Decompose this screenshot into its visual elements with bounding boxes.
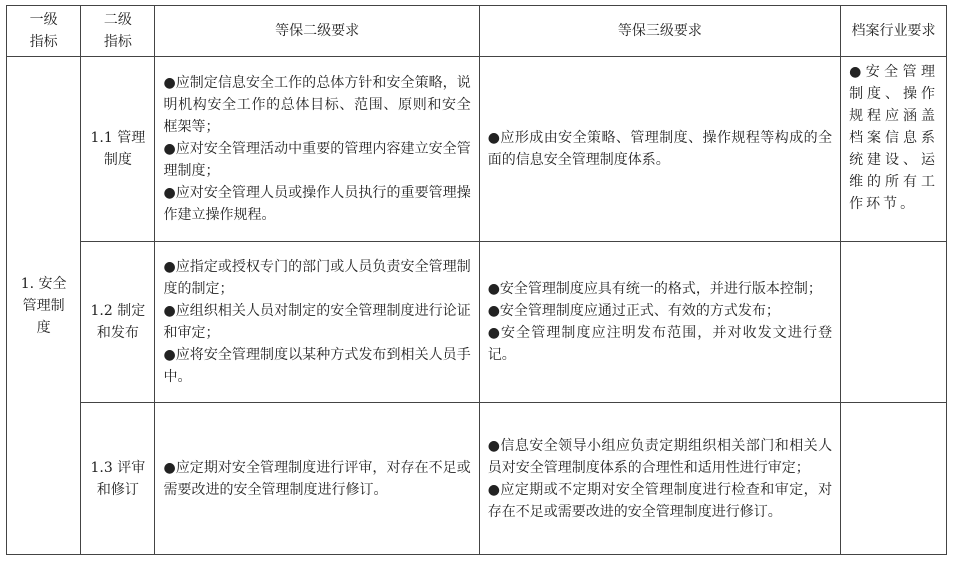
level2-cell: 1.3 评审 和修订 xyxy=(81,403,155,555)
grade3-cell: ●信息安全领导小组应负责定期组织相关部门和相关人员对安全管理制度体系的合理性和适用性进行审定； ●应定期或不定期对安全管理制度进行检查和审定，对存在不足或需要改进的安全管理制度进行修订。 xyxy=(479,403,840,555)
header-row xyxy=(7,6,947,57)
grade3-cell: ●应形成由安全策略、管理制度、操作规程等构成的全面的信息安全管理制度体系。 xyxy=(479,57,840,242)
header-level2: 二级 指标 xyxy=(81,6,155,57)
header-archive: 档案行业要求 xyxy=(841,6,947,57)
header-grade2: 等保二级要求 xyxy=(155,6,479,57)
table-row xyxy=(7,57,947,242)
archive-cell: ●安全管理制度、操作规程应涵盖档案信息系统建设、运维的所有工作环节。 xyxy=(841,57,947,242)
grade2-cell: ●应制定信息安全工作的总体方针和安全策略，说明机构安全工作的总体目标、范围、原则和安全框架等； ●应对安全管理活动中重要的管理内容建立安全管理制度； ●应对安全管理人员或操作人员执行的重要管理操作建立操作规程。 xyxy=(155,57,479,242)
archive-cell xyxy=(841,242,947,403)
table-row xyxy=(7,403,947,555)
grade2-cell: ●应定期对安全管理制度进行评审，对存在不足或需要改进的安全管理制度进行修订。 xyxy=(155,403,479,555)
table-row xyxy=(7,242,947,403)
security-requirements-table xyxy=(6,5,947,555)
archive-cell xyxy=(841,403,947,555)
header-grade3: 等保三级要求 xyxy=(479,6,840,57)
grade3-cell: ●安全管理制度应具有统一的格式，并进行版本控制； ●安全管理制度应通过正式、有效的方式发布； ●安全管理制度应注明发布范围，并对收发文进行登记。 xyxy=(479,242,840,403)
level1-cell: 1. 安全 管理制 度 xyxy=(7,57,81,555)
level2-cell: 1.1 管理 制度 xyxy=(81,57,155,242)
header-level1: 一级 指标 xyxy=(7,6,81,57)
grade2-cell: ●应指定或授权专门的部门或人员负责安全管理制度的制定； ●应组织相关人员对制定的安全管理制度进行论证和审定； ●应将安全管理制度以某种方式发布到相关人员手中。 xyxy=(155,242,479,403)
level2-cell: 1.2 制定 和发布 xyxy=(81,242,155,403)
